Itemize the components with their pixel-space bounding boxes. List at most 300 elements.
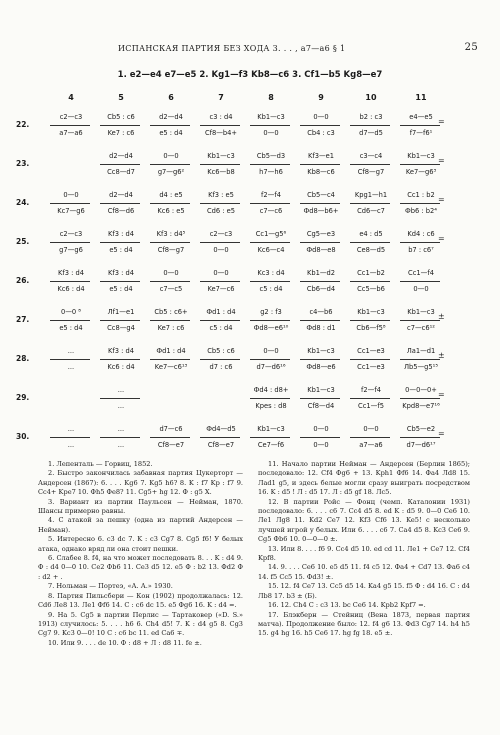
black-move: e5 : d4 (159, 129, 183, 137)
black-move: Kpd8—e7¹⁶ (402, 402, 440, 410)
move-divider (50, 320, 90, 321)
move-cell (396, 146, 446, 184)
black-move: Фd8—e6 (306, 363, 336, 371)
row-number: 30. (16, 432, 30, 441)
column-header: 5 (118, 93, 124, 102)
white-move: Kb1—c3 (307, 347, 335, 355)
move-divider (150, 281, 190, 282)
white-move: f2—f4 (361, 386, 381, 394)
footnote: 10. Или 9. . . . de 10. Ф : d8 + Л : d8 11. fe ±. (48, 638, 202, 647)
move-divider (250, 125, 290, 126)
white-move: 0—0 ⁸ (60, 308, 81, 316)
move-divider (250, 164, 290, 165)
row-number: 25. (16, 237, 30, 246)
move-cell (296, 263, 346, 301)
evaluation-mark: ± (438, 312, 445, 321)
move-cell (96, 224, 146, 262)
white-move: Лf1—e1 (107, 308, 135, 316)
move-cell (196, 185, 246, 223)
white-move: d2—d4 (109, 191, 133, 199)
row-number: 28. (16, 354, 30, 363)
white-move: Cb5—c4 (307, 191, 335, 199)
white-move: Cb5 : c6 (207, 347, 235, 355)
white-move: d2—d4 (109, 152, 133, 160)
black-move: c7—c5 (159, 285, 183, 293)
black-move: Ce7—f6 (257, 441, 285, 449)
white-move: ... (67, 347, 75, 355)
white-move: e4 : d5 (359, 230, 383, 238)
move-divider (50, 437, 90, 438)
move-divider (350, 398, 390, 399)
move-cell (196, 224, 246, 262)
black-move: d7—d5 (359, 129, 383, 137)
move-cell (346, 107, 396, 145)
white-move: e4—e5 (409, 113, 433, 121)
move-cell (396, 380, 446, 418)
move-divider (200, 320, 240, 321)
move-divider (200, 203, 240, 204)
move-divider (400, 437, 440, 438)
move-cell (196, 380, 246, 418)
black-move: d7 : c6 (209, 363, 233, 371)
table-row (16, 341, 450, 379)
column-header: 11 (415, 93, 427, 102)
white-move: Cg5—e3 (306, 230, 336, 238)
move-cell (46, 146, 96, 184)
black-move: 0—0 (313, 441, 329, 449)
black-move: 0—0 (263, 129, 279, 137)
move-divider (100, 242, 140, 243)
footnote: 11. Начало партии Нейман — Андерсен (Берлин 1865); последовало: 12. Cf4 Фg6 + 13. Kph1 Фf6 14. Фa4 Лd8 15. Лad1 g5, и здесь белые могли сразу выиграть посредством 16. K : d5 ! Л : d5 17. Л : d5 gf 18. Лc5. (258, 460, 470, 497)
white-move: c2—c3 (209, 230, 233, 238)
black-move: Cf8—d6 (107, 207, 135, 215)
row-number: 27. (16, 315, 30, 324)
black-move: Cd6 : e5 (206, 207, 236, 215)
black-move: Cf8—g7 (157, 246, 185, 254)
move-cell (96, 302, 146, 340)
move-cell (146, 185, 196, 223)
move-cell (346, 146, 396, 184)
move-cell (346, 380, 396, 418)
black-move: Фd8—e8 (306, 246, 336, 254)
move-cell (196, 263, 246, 301)
move-cell (96, 185, 146, 223)
white-move: 0—0 (213, 269, 229, 277)
move-divider (250, 398, 290, 399)
move-divider (100, 164, 140, 165)
move-divider (350, 437, 390, 438)
move-divider (250, 203, 290, 204)
move-cell (146, 419, 196, 457)
black-move: ... (117, 402, 125, 410)
move-cell (46, 302, 96, 340)
footnote: 2. Быстро закончилась забавная партия Цукерторт — Андерсен (1867): 6. . . . Kg6 7. Kg5 h6? 8. K : f7 Kp : f7 9. Cc4+ Kpe7 10. Фh5 Фe8? 11. Cg5+ hg 12. Ф : g5 X. (38, 469, 243, 497)
move-divider (200, 359, 240, 360)
move-divider (100, 437, 140, 438)
footnote: 13. Или 8. . . . f6 9. Cc4 d5 10. ed cd 11. Лe1 + Ce7 12. Cf4 Kpf8. (258, 544, 470, 563)
column-header: 4 (68, 93, 74, 102)
move-divider (250, 320, 290, 321)
move-cell (96, 146, 146, 184)
white-move: 0—0 (313, 113, 329, 121)
move-cell (146, 146, 196, 184)
move-cell (46, 419, 96, 457)
white-move: c2—c3 (59, 113, 83, 121)
footnote: 6. Слабее 8. f4, на что может последовать 8. . . K : d4 9. Ф : d4 0—0 10. Ce2 Фb6 11. Ce3 d5 12. e5 Ф : b2 13. Фd2 Ф : d2 + . (38, 554, 243, 581)
move-divider (150, 437, 190, 438)
column-header: 9 (318, 93, 324, 102)
white-move: Фd4 : d8+ (253, 386, 289, 394)
black-move: ... (67, 363, 75, 371)
move-cell (346, 341, 396, 379)
page-header (118, 44, 478, 53)
footnotes-right (258, 460, 470, 639)
black-move: e5 : d4 (109, 246, 133, 254)
move-cell (46, 380, 96, 418)
move-cell (296, 146, 346, 184)
move-cell (396, 419, 446, 457)
move-divider (100, 320, 140, 321)
move-cell (246, 146, 296, 184)
white-move: Cc1—f4 (408, 269, 434, 277)
black-move: c7—c6¹² (407, 324, 435, 332)
black-move: Cb6—f5⁸ (356, 324, 386, 332)
black-move: Cc1—e3 (357, 363, 385, 371)
move-cell (196, 341, 246, 379)
white-move: Cb5 : c6+ (154, 308, 188, 316)
white-move: 0—0 (313, 425, 329, 433)
move-divider (300, 437, 340, 438)
black-move: Kb8—c6 (307, 168, 335, 176)
evaluation-mark: = (438, 234, 445, 243)
table-row (16, 419, 450, 457)
move-divider (300, 203, 340, 204)
footnote: 3. Вариант из партии Паульсен — Нейман, 1870. Шансы примерно равны. (38, 497, 243, 516)
move-divider (350, 164, 390, 165)
white-move: Лa1—d1 (406, 347, 436, 355)
black-move: Фd8—e6¹⁰ (253, 324, 289, 332)
move-divider (300, 164, 340, 165)
move-cell (296, 224, 346, 262)
opening-moves: 1. e2—e4 e7—e5 2. Kg1—f3 Kb8—c6 3. Cf1—b5 Kg8—e7 (117, 70, 383, 80)
black-move: Cb4 : c3 (307, 129, 335, 137)
move-cell (96, 341, 146, 379)
move-divider (150, 125, 190, 126)
footnote: 7. Нольман — Портеэ, «А. А.» 1930. (48, 582, 173, 591)
black-move: Kc7—g6 (57, 207, 85, 215)
white-move: c3 : d4 (209, 113, 233, 121)
move-cell (96, 380, 146, 418)
white-move: Kd4 : c6 (407, 230, 435, 238)
move-divider (100, 203, 140, 204)
white-move: b2 : c3 (359, 113, 383, 121)
move-cell (246, 185, 296, 223)
move-cell (146, 341, 196, 379)
move-cell (246, 380, 296, 418)
white-move: Kb1—c3 (257, 425, 285, 433)
black-move: ... (67, 441, 75, 449)
row-number: 22. (16, 120, 30, 129)
white-move: 0—0—0+ (405, 386, 437, 394)
move-divider (400, 164, 440, 165)
move-cell (396, 185, 446, 223)
move-cell (246, 419, 296, 457)
move-divider (200, 125, 240, 126)
footnote: 5. Интересно 6. c3 dc 7. K : c3 Cg7 8. Cg5 f6! У белых атака, однако вряд ли она стоит пешки. (38, 535, 243, 553)
black-move: 0—0 (213, 246, 229, 254)
move-cell (246, 302, 296, 340)
move-divider (300, 125, 340, 126)
black-move: Cd6—c7 (357, 207, 385, 215)
move-divider (350, 125, 390, 126)
black-move: g7—g6 (59, 246, 83, 254)
move-divider (150, 242, 190, 243)
white-move: Kb1—c3 (407, 308, 435, 316)
black-move: 0—0 (413, 285, 429, 293)
move-cell (246, 107, 296, 145)
move-divider (350, 320, 390, 321)
move-divider (150, 203, 190, 204)
table-row (16, 185, 450, 223)
move-divider (50, 125, 90, 126)
move-divider (200, 281, 240, 282)
move-cell (46, 107, 96, 145)
white-move: Фd1 : d4 (206, 308, 236, 316)
move-divider (300, 359, 340, 360)
black-move: Cf8—e7 (207, 441, 235, 449)
black-move: Cf8—b4+ (204, 129, 238, 137)
black-move: f7—f6¹ (409, 129, 433, 137)
white-move: 0—0 (163, 152, 179, 160)
table-row (16, 263, 450, 301)
black-move: c5 : d4 (259, 285, 283, 293)
move-divider (400, 398, 440, 399)
white-move: d4 : e5 (159, 191, 183, 199)
footnote: 9. На 5. Cg5 в партии Перлис — Тартаковер («D. S.» 1913) случилось: 5. . . . h6 6. Ch4 d5! 7. K : d4 g5 8. Cg3 Cg7 9. Kc3 0—0! 10 C : c6 bc 11. ed Ca6 ∓. (38, 610, 243, 638)
move-divider (200, 164, 240, 165)
black-move: Лb5—g5¹⁵ (403, 363, 439, 371)
move-cell (46, 224, 96, 262)
row-number: 29. (16, 393, 30, 402)
black-move: Фd8—b6+ (303, 207, 339, 215)
table-row (16, 224, 450, 262)
table-row (16, 380, 450, 418)
move-divider (100, 281, 140, 282)
black-move: Фb6 : b2⁴ (405, 207, 437, 215)
white-move: c4—b6 (309, 308, 333, 316)
move-cell (96, 419, 146, 457)
black-move: Фd8 : d1 (306, 324, 336, 332)
move-divider (50, 203, 90, 204)
evaluation-mark: = (438, 156, 445, 165)
table-row (16, 146, 450, 184)
black-move: c5 : d4 (209, 324, 233, 332)
black-move: d7—d6¹⁷ (406, 441, 436, 449)
move-divider (300, 320, 340, 321)
move-divider (150, 320, 190, 321)
row-number: 24. (16, 198, 30, 207)
column-header: 7 (218, 93, 224, 102)
move-divider (250, 242, 290, 243)
white-move: Cc1 : b2 (407, 191, 435, 199)
move-divider (300, 242, 340, 243)
move-divider (200, 242, 240, 243)
white-move: Kb1—c3 (307, 386, 335, 394)
white-move: Kf3 : e5 (208, 191, 234, 199)
row-number: 23. (16, 159, 30, 168)
white-move: Фd4—d5 (206, 425, 236, 433)
move-divider (150, 359, 190, 360)
white-move: Kb1—c3 (407, 152, 435, 160)
black-move: Cb6—d4 (306, 285, 336, 293)
move-divider (400, 242, 440, 243)
white-move: f2—f4 (261, 191, 281, 199)
black-move: Cf8—d4 (307, 402, 335, 410)
move-cell (96, 263, 146, 301)
footnote: 4. С атакой за пешку (одна из партий Андерсен — Нейман). (38, 516, 243, 534)
column-header: 10 (365, 93, 377, 102)
move-divider (300, 281, 340, 282)
footnote: 16. 12. Ch4 C : c3 13. bc Ce6 14. Kpb2 Kpf7 =. (268, 601, 426, 610)
move-cell (396, 107, 446, 145)
black-move: Kc6 : e5 (157, 207, 185, 215)
move-cell (146, 302, 196, 340)
black-move: Ce8—d5 (356, 246, 386, 254)
white-move: Kf3 : d4 (58, 269, 84, 277)
footnotes-left (38, 460, 243, 648)
move-divider (50, 359, 90, 360)
evaluation-mark: = (438, 195, 445, 204)
white-move: ... (67, 425, 75, 433)
move-divider (250, 359, 290, 360)
white-move: 0—0 (63, 191, 79, 199)
black-move: Kc6—b8 (207, 168, 235, 176)
move-divider (400, 203, 440, 204)
table-row (16, 107, 450, 145)
running-title: ИСПАНСКАЯ ПАРТИЯ БЕЗ ХОДА 3. . . , а7—а6 § 1 (118, 44, 346, 53)
move-cell (346, 263, 396, 301)
move-divider (100, 398, 140, 399)
move-cell (46, 263, 96, 301)
white-move: Cc1—g5⁶ (255, 230, 287, 238)
move-divider (150, 164, 190, 165)
move-cell (246, 224, 296, 262)
move-divider (350, 203, 390, 204)
white-move: ... (117, 425, 125, 433)
move-cell (296, 419, 346, 457)
column-header: 6 (168, 93, 174, 102)
white-move: Kb1—c3 (207, 152, 235, 160)
evaluation-mark: = (438, 117, 445, 126)
black-move: a7—a6 (59, 129, 83, 137)
move-cell (196, 107, 246, 145)
white-move: 0—0 (263, 347, 279, 355)
footnote: 17. Блэкберн — Стейниц (Вена 1873, первая партия матча). Продолжение было: 12. f4 g6 13. Фd3 Cg7 14. h4 h5 15. g4 hg 16. h5 Ce6 17. hg fg 18. e5 ±. (258, 610, 470, 638)
move-cell (346, 419, 396, 457)
move-divider (350, 359, 390, 360)
row-number: 26. (16, 276, 30, 285)
evaluation-mark: ± (438, 351, 445, 360)
move-cell (396, 224, 446, 262)
column-header: 8 (268, 93, 274, 102)
black-move: Kpes : d8 (255, 402, 287, 410)
footnote: 15. 12. f4 Ce7 13. Cc5 d5 14. Ka4 g5 15. f5 Ф : d4 16. C : d4 Лb8 17. b3 ± (Б). (258, 582, 470, 600)
black-move: ... (117, 441, 125, 449)
move-divider (400, 320, 440, 321)
white-move: d2—d4 (159, 113, 183, 121)
evaluation-mark: = (438, 429, 445, 438)
move-divider (250, 281, 290, 282)
white-move: Фd1 : d4 (156, 347, 186, 355)
move-cell (246, 341, 296, 379)
white-move: Kf3 : d4 (108, 347, 134, 355)
move-cell (296, 185, 346, 223)
white-move: 0—0 (163, 269, 179, 277)
evaluation-mark: = (438, 390, 445, 399)
move-cell (296, 107, 346, 145)
move-cell (146, 107, 196, 145)
black-move: Cc8—g4 (107, 324, 135, 332)
white-move: Kb1—c3 (257, 113, 285, 121)
move-cell (346, 224, 396, 262)
white-move: Cb5—d3 (256, 152, 286, 160)
black-move: Cf8—g7 (357, 168, 385, 176)
white-move: Kb1—c3 (357, 308, 385, 316)
white-move: Cb5—e2 (406, 425, 436, 433)
move-cell (196, 302, 246, 340)
move-divider (350, 242, 390, 243)
move-divider (100, 125, 140, 126)
move-cell (296, 341, 346, 379)
move-divider (50, 242, 90, 243)
move-cell (396, 341, 446, 379)
black-move: e5 : d4 (59, 324, 83, 332)
white-move: Cc1—b2 (357, 269, 385, 277)
black-move: Cc8—d7 (107, 168, 135, 176)
move-divider (100, 359, 140, 360)
move-cell (46, 341, 96, 379)
black-move: Kc6 : d4 (107, 363, 135, 371)
move-divider (350, 281, 390, 282)
move-cell (146, 380, 196, 418)
black-move: b7 : c6⁷ (408, 246, 434, 254)
move-cell (96, 107, 146, 145)
page-number: 25 (464, 42, 478, 53)
black-move: d7—d6¹⁶ (256, 363, 286, 371)
black-move: h7—h6 (259, 168, 283, 176)
footnote: 1. Лепенталь — Горвиц, 1852. (48, 460, 153, 468)
footnote: 8. Партия Пильсбери — Кон (1902) продолжалась: 12. Cd6 Лe8 13. Лe1 Фf6 14. C : c6 dc 15. e5 Фg6 16. K : d4 =. (38, 591, 243, 610)
white-move: Kpg1—h1 (354, 191, 388, 199)
black-move: Kc6 : d4 (57, 285, 85, 293)
black-move: g7—g6² (157, 168, 185, 176)
move-cell (246, 263, 296, 301)
move-cell (296, 302, 346, 340)
white-move: ... (117, 386, 125, 394)
white-move: Kb1—d2 (306, 269, 336, 277)
white-move: 0—0 (363, 425, 379, 433)
move-divider (50, 281, 90, 282)
black-move: Kc6—c4 (257, 246, 285, 254)
move-divider (200, 437, 240, 438)
black-move: Ke7 : c6 (157, 324, 185, 332)
white-move: Cb5 : c6 (107, 113, 135, 121)
move-cell (196, 146, 246, 184)
move-cell (296, 380, 346, 418)
white-move: Kf3 : d4 (108, 230, 134, 238)
white-move: d7—c6 (159, 425, 183, 433)
move-cell (346, 302, 396, 340)
